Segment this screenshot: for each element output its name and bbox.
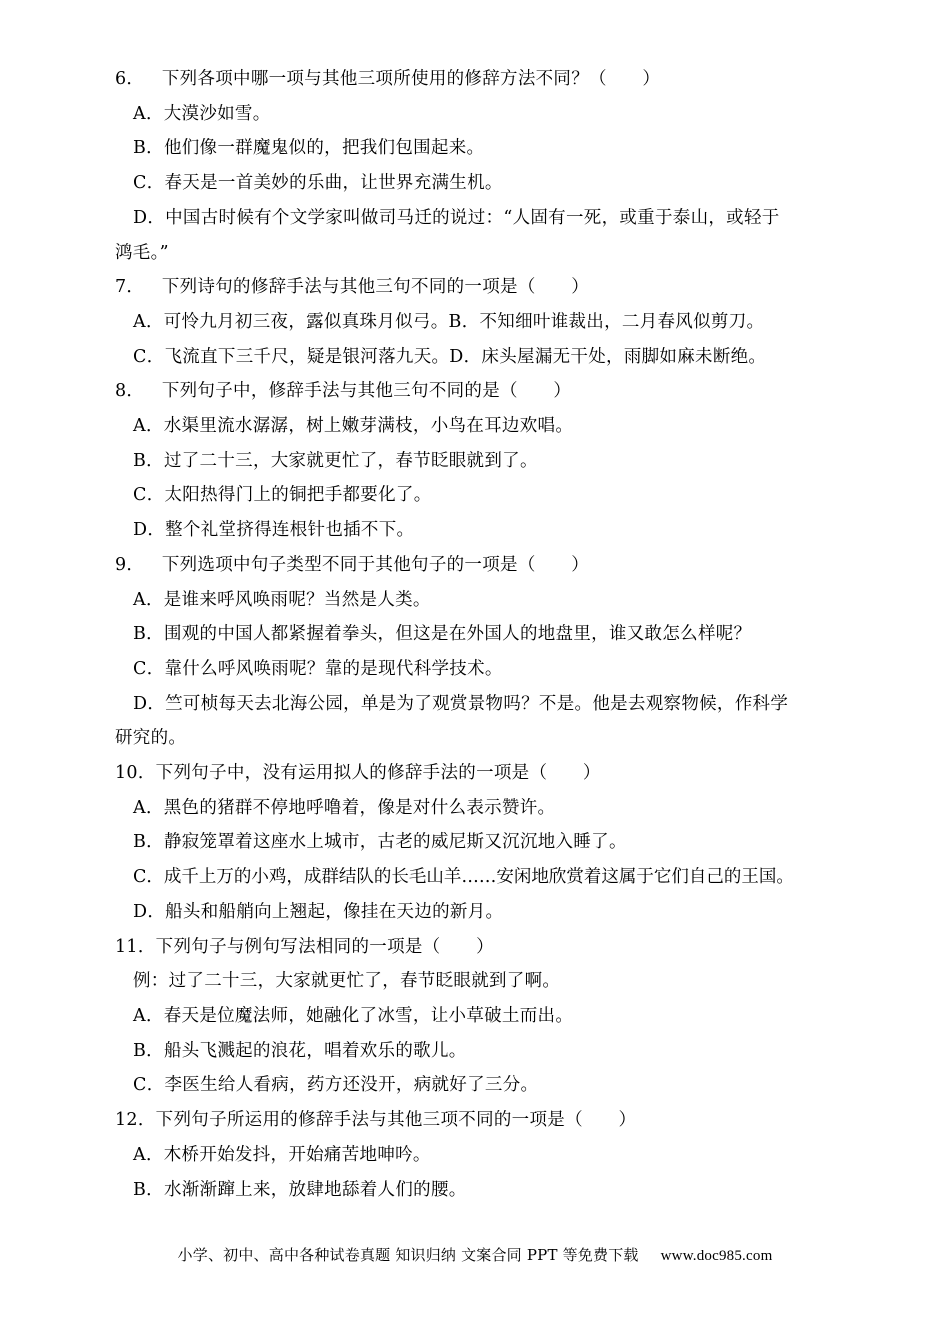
question-8-option-b: B．过了二十三，大家就更忙了，春节眨眼就到了。 [133,450,538,471]
question-6-option-a: A．大漠沙如雪。 [133,103,271,124]
question-6-stem [115,62,850,97]
question-8-option-c: C．太阳热得门上的铜把手都要化了。 [133,485,432,506]
question-9-option-a: A．是谁来呼风唤雨呢？当然是人类。 [133,589,431,610]
question-11-option-a: A．春天是位魔法师，她融化了冰雪，让小草破土而出。 [133,1005,574,1026]
question-7-option-ab: A．可怜九月初三夜，露似真珠月似弓。B．不知细叶谁裁出，二月春风似剪刀。 [133,311,765,332]
question-6-option-b: B．他们像一群魔鬼似的，把我们包围起来。 [133,138,485,159]
question-12-option-b: B．水渐渐蹿上来，放肆地舔着人们的腰。 [133,1179,467,1200]
question-9-option-b: B．围观的中国人都紧握着拳头，但这是在外国人的地盘里，谁又敢怎么样呢？ [133,624,752,645]
question-6-option-c: C．春天是一首美妙的乐曲，让世界充满生机。 [133,173,503,194]
page-footer [0,1244,950,1265]
question-11-stem [115,930,850,965]
question-text: 下列各项中哪一项与其他三项所使用的修辞方法不同？（ ） [161,69,661,89]
question-6-option-d-continuation: 鸿毛。” [115,242,169,263]
footer-site-link[interactable]: www.doc985.com [660,1248,773,1264]
question-number: 10． [115,763,156,784]
question-12-option-a: A．木桥开始发抖，开始痛苦地呻吟。 [133,1144,431,1165]
question-9-option-d: D．竺可桢每天去北海公园，单是为了观赏景物吗？不是。他是去观察物候，作科学 [133,693,789,714]
question-8-option-a: A．水渠里流水潺潺，树上嫩芽满枝，小鸟在耳边欢唱。 [133,416,574,437]
question-10-option-a: A．黑色的猪群不停地呼噜着，像是对什么表示赞许。 [133,797,556,818]
question-list [115,62,850,1207]
question-10-stem [115,756,850,791]
question-7-option-cd: C．飞流直下三千尺，疑是银河落九天。D．床头屋漏无干处，雨脚如麻未断绝。 [133,346,767,367]
question-11-option-c: C．李医生给人看病，药方还没开，病就好了三分。 [133,1075,539,1096]
question-8-option-d: D．整个礼堂挤得连根针也插不下。 [133,520,415,541]
question-number: 7． [115,277,145,298]
question-12-stem [115,1103,850,1138]
question-9-option-c: C．靠什么呼风唤雨呢？靠的是现代科学技术。 [133,658,503,679]
question-number: 9． [115,554,145,575]
question-9-option-d-continuation: 研究的。 [115,728,187,749]
question-text: 下列句子所运用的修辞手法与其他三项不同的一项是（ ） [155,1110,637,1131]
question-text: 下列选项中句子类型不同于其他句子的一项是（ ） [161,554,590,575]
question-number: 8． [115,381,145,402]
question-text: 下列诗句的修辞手法与其他三句不同的一项是（ ） [161,277,590,298]
question-text: 下列句子中，没有运用拟人的修辞手法的一项是（ ） [155,763,601,784]
question-11-option-b: B．船头飞溅起的浪花，唱着欢乐的歌儿。 [133,1040,467,1061]
footer-text: 小学、初中、高中各种试卷真题 知识归纳 文案合同 PPT 等免费下载 [177,1246,639,1264]
question-number: 12． [115,1110,156,1131]
question-6-option-d: D．中国古时候有个文学家叫做司马迁的说过：“人固有一死，或重于泰山，或轻于 [133,207,780,228]
question-number: 11． [115,936,156,957]
question-text: 下列句子与例句写法相同的一项是（ ） [155,936,494,957]
question-10-option-b: B．静寂笼罩着这座水上城市，古老的威尼斯又沉沉地入睡了。 [133,832,627,853]
question-7-stem [115,270,850,305]
question-10-option-c: C．成千上万的小鸡，成群结队的长毛山羊……安闲地欣赏着这属于它们自己的王国。 [133,867,794,888]
question-text: 下列句子中，修辞手法与其他三句不同的是（ ） [161,381,572,402]
question-11-example: 例：过了二十三，大家就更忙了，春节眨眼就到了啊。 [133,971,561,992]
question-9-stem [115,548,850,583]
question-number: 6． [115,69,145,89]
question-8-stem [115,374,850,409]
question-10-option-d: D．船头和船艄向上翘起，像挂在天边的新月。 [133,901,504,922]
